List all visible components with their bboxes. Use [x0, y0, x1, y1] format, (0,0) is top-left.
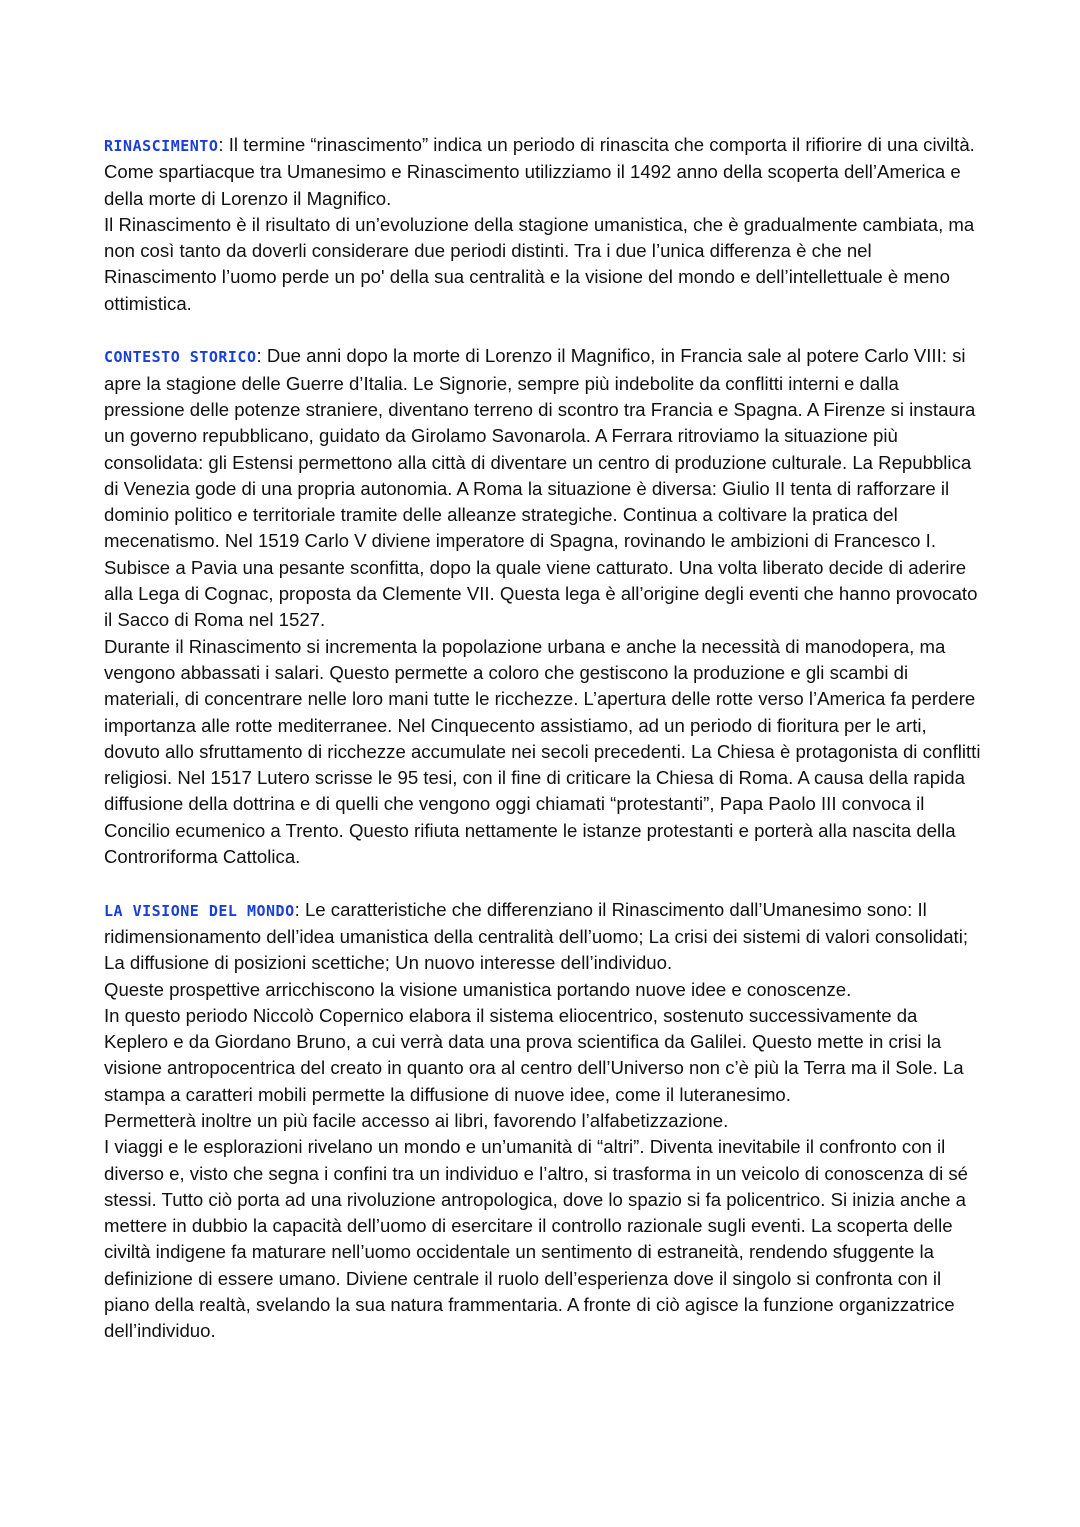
- document-page: [104, 132, 984, 1371]
- section-heading: CONTESTO STORICO: [104, 348, 257, 367]
- section-paragraph: Durante il Rinascimento si incrementa la popolazione urbana e anche la necessità di manodopera, ma vengono abbassati i salari. Questo permette a coloro che gestiscono la produzione e gli scambi di materiali, di concentrare nelle loro mani tutte le ricchezze. L’apertura delle rotte verso l’America fa perdere importanza alle rotte mediterranee. Nel Cinquecento assistiamo, ad un periodo di fioritura per le arti, dovuto allo sfruttamento di ricchezze accumulate nei secoli precedenti. La Chiesa è protagonista di conflitti religiosi. Nel 1517 Lutero scrisse le 95 tesi, con il fine di criticare la Chiesa di Roma. A causa della rapida diffusione della dottrina e di quelli che vengono oggi chiamati “protestanti”, Papa Paolo III convoca il Concilio ecumenico a Trento. Questo rifiuta nettamente le istanze protestanti e porterà alla nascita della Controriforma Cattolica.: [104, 635, 981, 868]
- paragraph-text: Il termine “rinascimento” indica un periodo di rinascita che comporta il rifiorire di una civiltà. Come spartiacque tra Umanesimo e Rinascimento utilizziamo il 1492 anno della scoperta dell’America e della morte di Lorenzo il Magnifico.: [104, 134, 975, 209]
- paragraph-text: Le caratteristiche che differenziano il Rinascimento dall’Umanesimo sono: Il ridimensionamento dell’idea umanistica della centralità dell’uomo; La crisi dei sistemi di valori consolidati; La diffusione di posizioni scettiche; Un nuovo interesse dell’individuo.: [104, 898, 968, 974]
- section-heading: LA VISIONE DEL MONDO: [104, 901, 295, 920]
- section-paragraph: In questo periodo Niccolò Copernico elabora il sistema eliocentrico, sostenuto successivamente da Keplero e da Giordano Bruno, a cui verrà data una prova scientifica da Galilei. Questo mette in crisi la visione antropocentrica del creato in quanto ora al centro dell’Universo non c’è più la Terra ma il Sole. La stampa a caratteri mobili permette la diffusione di nuove idee, come il luteranesimo.: [104, 1004, 964, 1105]
- section-paragraph: Permetterà inoltre un più facile accesso ai libri, favorendo l’alfabetizzazione.: [104, 1109, 729, 1131]
- section-paragraph: [104, 343, 984, 633]
- section-paragraph: Queste prospettive arricchiscono la visione umanistica portando nuove idee e conoscenze.: [104, 978, 852, 1000]
- section-heading: RINASCIMENTO: [104, 137, 219, 155]
- section-contesto-storico: [104, 343, 984, 870]
- paragraph-text: Due anni dopo la morte di Lorenzo il Magnifico, in Francia sale al potere Carlo VIII: si apre la stagione delle Guerre d’Italia. Le Signorie, sempre più indebolite da conflitti interni e dalla pressione delle potenze straniere, diventano terreno di scontro tra Francia e Spagna. A Firenze si instaura un governo repubblicano, guidato da Girolamo Savonarola. A Ferrara ritroviamo la situazione più consolidata: gli Estensi permettono alla città di diventare un centro di produzione culturale. La Repubblica di Venezia gode di una propria autonomia. A Roma la situazione è diversa: Giulio II tenta di rafforzare il dominio politico e territoriale tramite delle alleanze strategiche. Continua a coltivare la pratica del mecenatismo. Nel 1519 Carlo V diviene imperatore di Spagna, rovinando le ambizioni di Francesco I. Subisce a Pavia una pesante sconfitta, dopo la quale viene catturato. Una volta liberato decide di aderire alla Lega di Cognac, proposta da Clemente VII. Questa lega è all’origine degli eventi che hanno provocato il Sacco di Roma nel 1527.: [104, 345, 978, 631]
- section-rinascimento: [104, 132, 984, 317]
- section-paragraph: I viaggi e le esplorazioni rivelano un mondo e un’umanità di “altri”. Diventa inevitabile il confronto con il diverso e, visto che segna i confini tra un individuo e l’altro, si trasforma in un veicolo di conoscenza di sé stessi. Tutto ciò porta ad una rivoluzione antropologica, dove lo spazio si fa policentrico. Si inizia anche a mettere in dubbio la capacità dell’uomo di esercitare il controllo razionale sugli eventi. La scoperta delle civiltà indigene fa maturare nell’uomo occidentale un sentimento di estraneità, rendendo sfuggente la definizione di essere umano. Diviene centrale il ruolo dell’esperienza dove il singolo si confronta con il piano della realtà, svelando la sua natura frammentaria. A fronte di ciò agisce la funzione organizzatrice dell’individuo.: [104, 1136, 969, 1342]
- section-visione-del-mondo: [104, 897, 984, 1345]
- heading-separator: :: [218, 134, 224, 155]
- section-paragraph: [104, 132, 984, 212]
- heading-separator: :: [256, 345, 262, 367]
- section-paragraph: Il Rinascimento è il risultato di un’evoluzione della stagione umanistica, che è gradualmente cambiata, ma non così tanto da doverli considerare due periodi distinti. Tra i due l’unica differenza è che nel Rinascimento l’uomo perde un po' della sua centralità e la visione del mondo e dell’intellettuale è meno ottimistica.: [104, 213, 975, 314]
- section-paragraph: [104, 897, 984, 977]
- heading-separator: :: [294, 898, 300, 920]
